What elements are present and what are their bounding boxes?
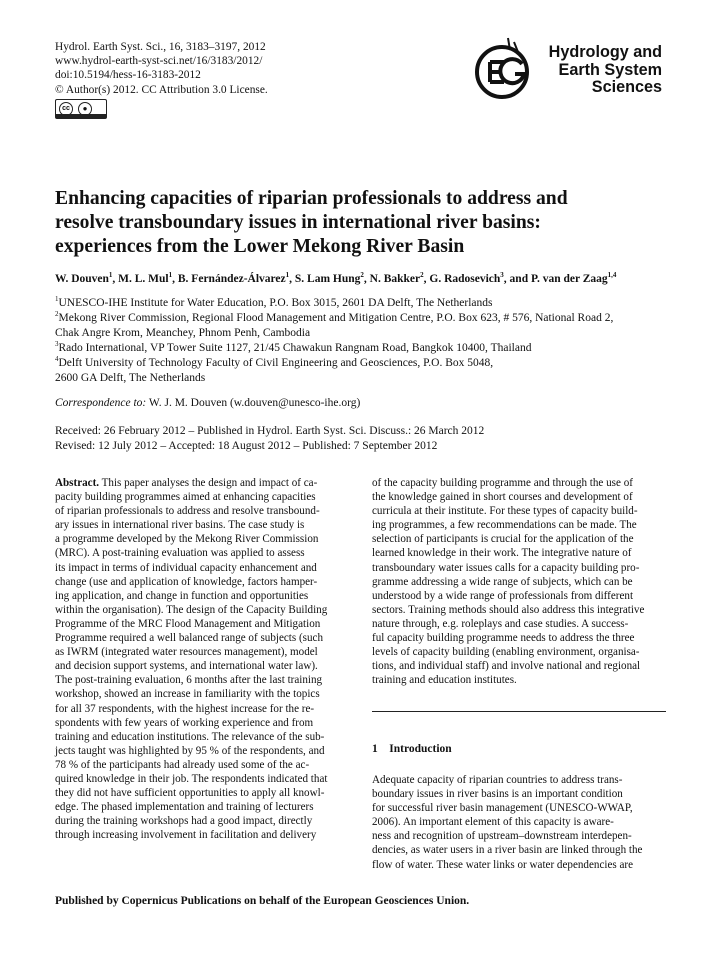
journal-name — [549, 44, 662, 97]
abstract-line: The post-training evaluation, 6 months after the last training — [55, 674, 323, 687]
affiliation-line — [55, 371, 613, 386]
abstract-line: workshop, showed an increase in familiarity with the topics — [55, 688, 320, 701]
abstract-line: pacity building programmes aimed at enhancing capacities — [55, 491, 316, 504]
author-name: W. Douven — [55, 273, 109, 285]
abstract-line: and decision support systems, and international water law). — [55, 660, 318, 673]
date-line: Revised: 12 July 2012 – Accepted: 18 August 2012 – Published: 7 September 2012 — [55, 440, 438, 452]
body-line: boundary issues in river basins is an important condition — [372, 788, 623, 801]
abstract-line: gramme addressing a wide range of subjects, which can be — [372, 575, 633, 588]
body-line: 2006). An important element of this capacity is aware- — [372, 816, 614, 829]
abstract-line: Programme of the MRC Flood Management and Mitigation — [55, 617, 321, 630]
introduction-text — [372, 773, 667, 872]
affil-text: Chak Angre Krom, Meanchey, Phnom Penh, Cambodia — [55, 327, 311, 339]
abstract-line: for all 37 respondents, with the highest increase for the re- — [55, 702, 315, 715]
abstract-line: tions, and individual staff) and involve national and regional — [372, 660, 641, 673]
section-title: Introduction — [389, 743, 452, 755]
cc-icon: cc — [59, 102, 73, 116]
abstract-line: a programme developed by the Mekong River Commission — [55, 533, 319, 546]
abstract-line: selection of participants is crucial for the application of the — [372, 533, 634, 546]
author-affil-sup: 1 — [168, 271, 173, 280]
by-bar — [56, 114, 106, 118]
attribution-person-icon: ● — [78, 102, 92, 116]
abstract-line: within the organisation). The design of the Capacity Building — [55, 603, 328, 616]
correspondence — [55, 397, 360, 409]
abstract-line: change (use and application of knowledge, factors hamper- — [55, 575, 318, 588]
body-line: for successful river basin management (UNESCO-WWAP, — [372, 802, 633, 815]
affil-sup: 4 — [55, 355, 59, 364]
author-name: M. L. Mul — [118, 273, 169, 285]
body-line: flow of water. These water links or water dependencies are — [372, 858, 634, 871]
abstract-left-column — [55, 476, 350, 842]
journal-header — [55, 40, 268, 97]
author-name: B. Fernández-Álvarez — [177, 273, 286, 285]
author-affil-sup: 1,4 — [607, 271, 617, 280]
affiliation-line — [55, 311, 613, 326]
doi-line[interactable]: doi:10.5194/hess-16-3183-2012 — [55, 69, 201, 82]
abstract-line: its impact in terms of individual capacity enhancement and — [55, 561, 317, 574]
abstract-line: training and education institutes. — [372, 674, 517, 687]
author-affil-sup: 3 — [500, 271, 504, 280]
abstract-line: levels of capacity building (enabling environment, organisa- — [372, 646, 640, 659]
abstract-divider — [372, 711, 666, 712]
abstract-text: This paper analyses the design and impact of ca- — [99, 477, 318, 489]
author-name: S. Lam Hung — [294, 273, 361, 285]
author-name: P. van der Zaag — [530, 273, 608, 285]
affil-text: Delft University of Technology Faculty of Civil Engineering and Geosciences, P.O. Box 5048, — [58, 357, 494, 369]
egu-globe-icon — [470, 36, 540, 106]
abstract-label: Abstract. — [55, 477, 100, 489]
abstract-line: of riparian professionals to address and resolve transbound- — [55, 505, 320, 518]
body-line: Adequate capacity of riparian countries to address trans- — [372, 774, 623, 786]
abstract-line: through increasing involvement in facilitation and delivery — [55, 829, 317, 842]
correspondence-label: Correspondence to: — [55, 397, 147, 409]
abstract-line: understood by a wide range of professionals from different — [372, 589, 634, 602]
body-line: ness and recognition of upstream–downstream interdepen- — [372, 830, 632, 843]
affil-sup: 3 — [55, 340, 59, 349]
abstract-right-column — [372, 476, 667, 687]
abstract-line: they did not have sufficient opportunities to apply all knowl- — [55, 787, 325, 800]
title-line: resolve transboundary issues in international river basins: — [55, 212, 541, 233]
cc-license-badge[interactable] — [55, 99, 107, 119]
section-number: 1 — [372, 743, 378, 755]
title-line: Enhancing capacities of riparian professionals to address and — [55, 188, 568, 209]
author-name: N. Bakker — [369, 273, 421, 285]
publication-dates — [55, 424, 484, 454]
author-name: G. Radosevich — [429, 273, 501, 285]
article-title — [55, 187, 568, 259]
abstract-line: as IWRM (integrated water resources management), model — [55, 646, 318, 659]
title-line: experiences from the Lower Mekong River Basin — [55, 236, 465, 257]
abstract-line: jects taught was highlighted by 95 % of the respondents, and — [55, 744, 325, 757]
abstract-line: ing application, and change in function and opportunities — [55, 589, 309, 602]
correspondence-text[interactable]: W. J. M. Douven (w.douven@unesco-ihe.org) — [148, 397, 361, 409]
article-url[interactable]: www.hydrol-earth-syst-sci.net/16/3183/2012/ — [55, 55, 263, 68]
affiliations — [55, 296, 613, 386]
author-affil-sup: 2 — [420, 271, 424, 280]
affiliation-line — [55, 356, 613, 371]
journal-name-line-1: Hydrology and — [548, 43, 662, 61]
author-list: W. Douven$^1$, M. L. Mul$^1$, B. Fernández-Álvarez$^1$, S. Lam Hung$^2$, N. Bakker$^2$, G. Radosevich$^3$, and P. van der Zaag$^{1,4}$ — [55, 271, 617, 285]
abstract-line: nature through, e.g. roleplays and case studies. A success- — [372, 617, 629, 630]
abstract-line: curricula at their institute. For these types of capacity build- — [372, 505, 638, 518]
abstract-line: learned knowledge in their work. The integrative nature of — [372, 547, 632, 560]
abstract-line: 78 % of the participants had already used some of the ac- — [55, 758, 310, 771]
abstract-first-line — [55, 476, 350, 490]
copyright-line: © Author(s) 2012. CC Attribution 3.0 License. — [55, 83, 268, 96]
abstract-line: (MRC). A post-training evaluation was applied to assess — [55, 547, 305, 560]
affil-text: UNESCO-IHE Institute for Water Education, P.O. Box 3015, 2601 DA Delft, The Netherlands — [58, 297, 493, 309]
abstract-line: quired knowledge in their job. The respondents indicated that — [55, 772, 328, 785]
affil-text: Rado International, VP Tower Suite 1127, 21/45 Chawakun Rangnam Road, Bangkok 10400, Thailand — [58, 342, 532, 354]
citation-line: Hydrol. Earth Syst. Sci., 16, 3183–3197, 2012 — [55, 41, 266, 53]
affiliation-line — [55, 326, 613, 341]
date-line: Received: 26 February 2012 – Published in Hydrol. Earth Syst. Sci. Discuss.: 26 March 2012 — [55, 425, 485, 437]
abstract-line: edge. The phased implementation and training of lecturers — [55, 801, 314, 814]
abstract-line: ing programmes, a few recommendations can be made. The — [372, 519, 637, 532]
abstract-line: the knowledge gained in short courses and development of — [372, 491, 633, 504]
affil-text: Mekong River Commission, Regional Flood Management and Mitigation Centre, P.O. Box 623, # 576, National Road 2, — [58, 312, 614, 324]
abstract-line: transboundary water issues calls for a capacity building pro- — [372, 561, 640, 574]
abstract-line: spondents with few years of working experience and from — [55, 716, 314, 729]
journal-logo — [470, 38, 670, 102]
publisher-footer: Published by Copernicus Publications on behalf of the European Geosciences Union. — [55, 895, 470, 907]
affiliation-line — [55, 296, 613, 311]
affil-sup: 2 — [55, 310, 59, 319]
abstract-line: during the training workshops had a good impact, directly — [55, 815, 313, 828]
author-affil-sup: 2 — [360, 271, 364, 280]
abstract-line: training and education institutions. The relevance of the sub- — [55, 730, 325, 743]
abstract-line: ful capacity building programme needs to address the three — [372, 632, 635, 645]
abstract-line: ary issues in international river basins. The case study is — [55, 519, 305, 532]
abstract-line: Programme required a well balanced range of subjects (such — [55, 632, 323, 645]
body-line: dencies, as water users in a river basin are linked through the — [372, 844, 643, 857]
affil-text: 2600 GA Delft, The Netherlands — [55, 372, 206, 384]
abstract-line: sectors. Training methods should also address this integrative — [372, 603, 645, 616]
affil-sup: 1 — [55, 295, 59, 304]
section-heading — [372, 743, 452, 755]
affiliation-line — [55, 341, 613, 356]
journal-name-line-2: Earth System — [558, 60, 662, 79]
author-affil-sup: 1 — [108, 271, 113, 280]
author-affil-sup: 1 — [285, 271, 290, 280]
journal-name-line-3: Sciences — [591, 78, 662, 96]
abstract-line: of the capacity building programme and through the use of — [372, 477, 633, 489]
